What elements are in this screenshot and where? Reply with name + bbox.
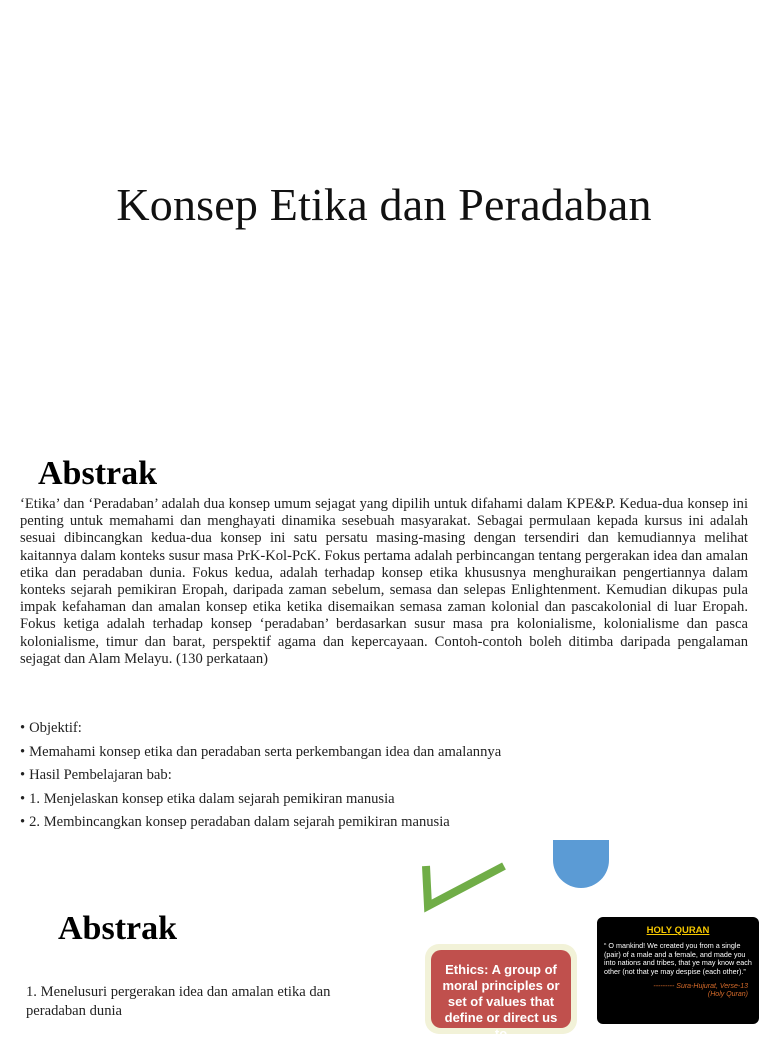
list-item: • Objektif:: [20, 720, 82, 736]
list-item: • Memahami konsep etika dan peradaban serta perkembangan idea dan amalannya: [20, 743, 502, 760]
abstract-paragraph: ‘Etika’ dan ‘Peradaban’ adalah dua konsep umum sejagat yang dipilih untuk difahami dalam KPE&P. Kedua-dua konsep ini penting untuk memahami dan menghayati dinamika sesebuah masyarakat. Sebagai permulaan kepada kursus ini adalah sesuai dibincangkan kedua-dua konsep ini satu persatu masing-masing dengan tersendiri dan kemudiannya melihat kaitannya dalam konteks susur masa PrK-Kol-PcK. Fokus pertama adalah perbincangan tentang pergerakan idea dan amalan etika dan peradaban dunia. Fokus kedua, adalah terhadap konsep etika khususnya menghuraikan pengertiannya dalam konteks sejarah pemikiran Eropah, daripada zaman sebelum, semasa dan selepas Enlightenment. Kemudian dikupas pula impak kefahaman dan amalan konsep etika ketika disemaikan semasa zaman kolonial dan pascakolonial di luar Eropah. Fokus ketiga adalah terhadap konsep ‘peradaban’ berdasarkan susur masa pra kolonialisme, kolonialisme dan pasca kolonialisme, timur dan barat, perspektif agama dan kepercayaan. Contoh-contoh boleh ditimba daripada pengalaman sejagat dan Alam Melayu. (130 perkataan): [20, 496, 748, 667]
list-item: • 2. Membincangkan konsep peradaban dalam sejarah pemikiran manusia: [20, 814, 450, 831]
quran-source: --------- Sura-Hujurat, Verse-13 (Holy Quran): [653, 983, 748, 999]
section-heading-abstrak-2: Abstrak: [58, 910, 178, 947]
blue-circle-shape: [553, 840, 609, 888]
ethics-definition-card: [425, 944, 577, 1041]
section-heading-abstrak: Abstrak: [38, 455, 158, 492]
page-title: Konsep Etika dan Peradaban: [116, 179, 652, 230]
quran-title: HOLY QURAN: [646, 925, 710, 936]
objectives-list: [20, 717, 748, 835]
quran-quote-card: [597, 917, 759, 1024]
list-item: • Hasil Pembelajaran bab:: [20, 767, 172, 784]
green-check-shape: [420, 862, 520, 914]
objective-text: 1. Menelusuri pergerakan idea dan amalan etika dan peradaban dunia: [26, 984, 331, 1019]
list-item: • 1. Menjelaskan konsep etika dalam sejarah pemikiran manusia: [20, 790, 395, 807]
quran-quote: “ O mankind! We created you from a single (pair) of a male and a female, and made you into nations and tribes, that ye may know each other (not that ye may despise (each other).”: [604, 941, 752, 976]
ethics-definition-text: Ethics: A group of moral principles or set of values that define or direct us to: [431, 950, 571, 1028]
